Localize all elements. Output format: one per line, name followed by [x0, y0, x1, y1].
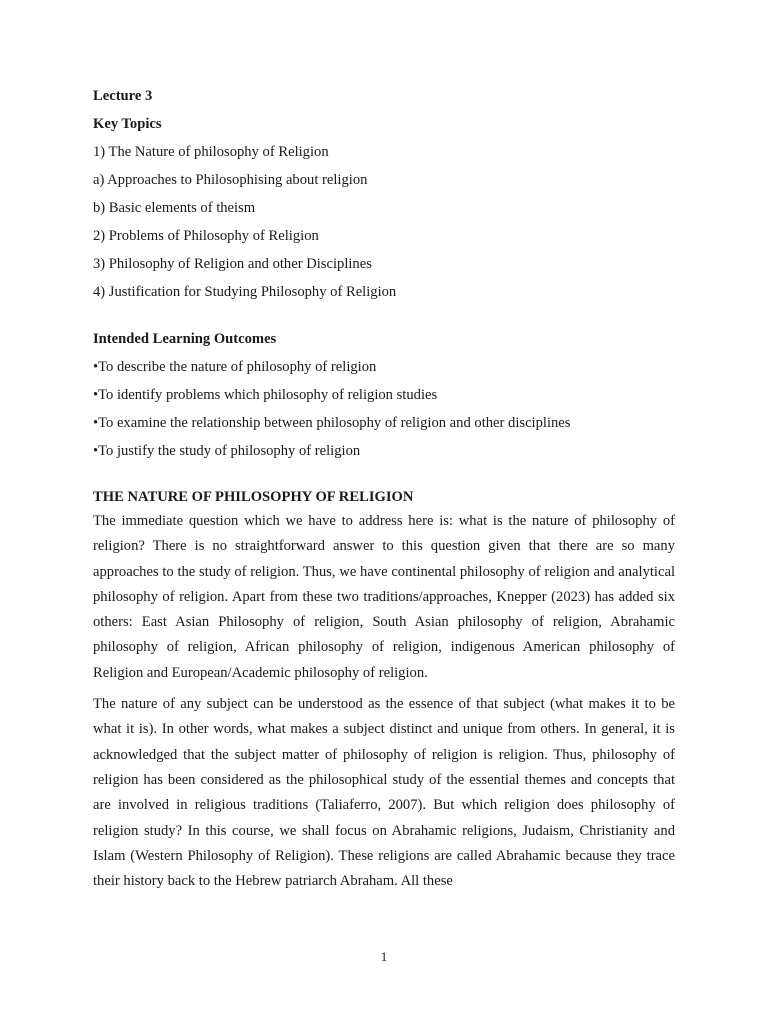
key-topic-item: 4) Justification for Studying Philosophy of Religion: [93, 284, 397, 300]
body-paragraph: The immediate question which we have to address here is: what is the nature of philosophy of religion? There is no straightforward answer to this question given that there are so many approaches to the study of religion. Thus, we have continental philosophy of religion and analytical philosophy of religion. Apart from these two traditions/approaches, Knepper (2023) has added six others: East Asian Philosophy of religion, South Asian philosophy of religion, Abrahamic philosophy of religion, African philosophy of religion, indigenous American philosophy of Religion and European/Academic philosophy of religion.: [93, 513, 675, 681]
learning-outcome-item: •To describe the nature of philosophy of religion: [93, 359, 377, 375]
learning-outcome-item: •To identify problems which philosophy of religion studies: [93, 387, 438, 403]
learning-outcome-item: •To justify the study of philosophy of religion: [93, 443, 361, 459]
key-topic-item: a) Approaches to Philosophising about religion: [93, 172, 368, 188]
body-paragraph: The nature of any subject can be understood as the essence of that subject (what makes it to be what it is). In other words, what makes a subject distinct and unique from others. In general, it is acknowledged that the subject matter of philosophy of religion is religion. Thus, philosophy of religion has been considered as the philosophical study of the essential themes and concepts that are involved in religious traditions (Taliaferro, 2007). But which religion does philosophy of religion study? In this course, we shall focus on Abrahamic religions, Judaism, Christianity and Islam (Western Philosophy of Religion). These religions are called Abrahamic because they trace their history back to the Hebrew patriarch Abraham. All these: [93, 696, 675, 890]
key-topic-item: b) Basic elements of theism: [93, 200, 256, 216]
lecture-title: Lecture 3: [93, 88, 153, 104]
key-topic-item: 3) Philosophy of Religion and other Disciplines: [93, 256, 372, 272]
key-topics-list: [93, 142, 675, 302]
learning-outcomes-list: [93, 357, 675, 461]
key-topic-item: 1) The Nature of philosophy of Religion: [93, 144, 329, 160]
key-topics-heading: Key Topics: [93, 116, 162, 132]
key-topic-item: 2) Problems of Philosophy of Religion: [93, 228, 319, 244]
learning-outcome-item: •To examine the relationship between philosophy of religion and other disciplines: [93, 415, 571, 431]
document-page: [93, 86, 675, 894]
learning-outcomes-heading: Intended Learning Outcomes: [93, 331, 277, 347]
section-heading: THE NATURE OF PHILOSOPHY OF RELIGION: [93, 489, 414, 505]
page-number: 1: [380, 949, 388, 964]
